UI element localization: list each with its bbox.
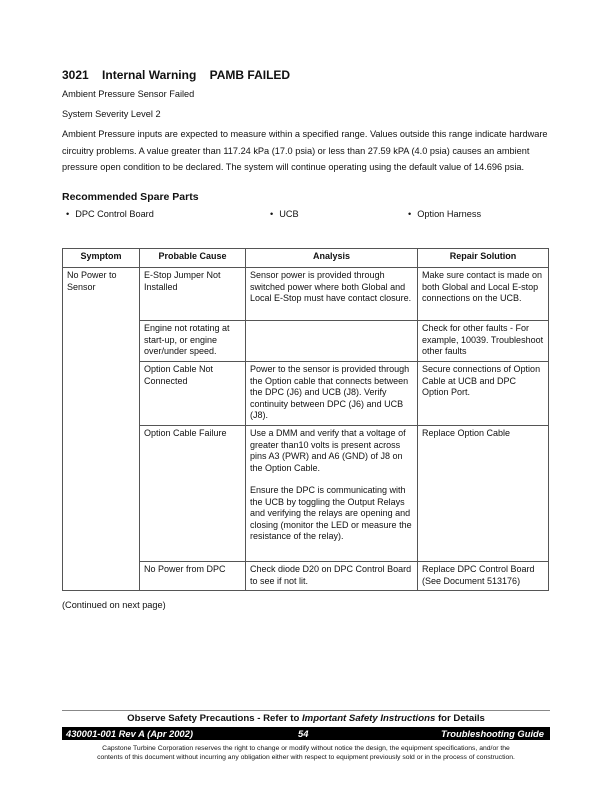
spare-part-item: • UCB: [270, 209, 299, 219]
cause-cell: Option Cable Not Connected: [140, 362, 246, 426]
table-row: [63, 562, 549, 591]
repair-cell: Check for other faults - For example, 10039. Troubleshoot other faults: [418, 321, 549, 362]
page-number: 54: [298, 728, 309, 739]
footer-bar: [62, 727, 550, 740]
symptom-cell: No Power to Sensor: [63, 268, 140, 321]
safety-link-text: Important Safety Instructions: [302, 713, 436, 724]
analysis-cell: [246, 321, 418, 362]
analysis-text: Use a DMM and verify that a voltage of greater than10 volts is present across pins A3 (PWR) and A6 (GND) of J8 on the Option Cable.: [250, 428, 406, 473]
analysis-cell: Sensor power is provided through switched power where both Global and Local E-Stop must have contact closure.: [246, 268, 418, 321]
safety-notice: Observe Safety Precautions - Refer to Important Safety Instructions for Details: [127, 713, 485, 724]
repair-cell: Replace DPC Control Board (See Document 513176): [418, 562, 549, 591]
spare-part-item: • Option Harness: [408, 209, 482, 219]
symptom-cell: [63, 562, 140, 591]
analysis-cell: Check diode D20 on DPC Control Board to see if not lit.: [246, 562, 418, 591]
repair-cell: Replace Option Cable: [418, 426, 549, 562]
severity-level: System Severity Level 2: [62, 109, 161, 119]
bullet-icon: •: [270, 209, 274, 219]
warning-code: 3021: [62, 68, 89, 82]
cause-cell: E-Stop Jumper Not Installed: [140, 268, 246, 321]
disclaimer: Capstone Turbine Corporation reserves the right to change or modify without notice the design, the equipment specifications, and/or the contents of this document without incurring any obligation either with respect to equipment previously sold or in the process of construction.: [97, 745, 515, 761]
document-id: 430001-001 Rev A (Apr 2002): [66, 728, 193, 739]
section-heading: [62, 68, 300, 82]
spare-parts-heading: Recommended Spare Parts: [62, 191, 199, 203]
table-row: [63, 268, 549, 321]
footer-divider: [62, 710, 550, 711]
cause-cell: Engine not rotating at start-up, or engine over/under speed.: [140, 321, 246, 362]
spare-part-item: • DPC Control Board: [66, 209, 154, 219]
continued-note: (Continued on next page): [62, 600, 166, 610]
warning-name: PAMB FAILED: [209, 68, 291, 82]
description-paragraph: Ambient Pressure inputs are expected to measure within a specified range. Values outside this range indicate hardware circuitry problems. A value greater than 117.24 kPa (17.0 psia) or less than 27.59 kPA (4.0 psia) causes an ambient pressure open condition to be declared. The system will continue operating using the default value of 14.696 psia.: [62, 129, 548, 172]
column-header-cause: Probable Cause: [140, 249, 246, 268]
table-header-row: [63, 249, 549, 268]
table-row: [63, 321, 549, 362]
cause-cell: Option Cable Failure: [140, 426, 246, 562]
cause-cell: No Power from DPC: [140, 562, 246, 591]
column-header-symptom: Symptom: [63, 249, 140, 268]
troubleshooting-table: [62, 248, 549, 591]
symptom-cell: [63, 426, 140, 562]
analysis-cell: Power to the sensor is provided through the Option cable that connects between the DPC (J6) and UCB (J8). Verify continuity between DPC (J6) and UCB (J8).: [246, 362, 418, 426]
repair-cell: Make sure contact is made on both Global and Local E-stop connections on the UCB.: [418, 268, 549, 321]
guide-title: Troubleshooting Guide: [441, 728, 544, 739]
column-header-repair: Repair Solution: [418, 249, 549, 268]
repair-cell: Secure connections of Option Cable at UCB and DPC Option Port.: [418, 362, 549, 426]
table-row: [63, 426, 549, 562]
column-header-analysis: Analysis: [246, 249, 418, 268]
warning-title: Internal Warning: [102, 68, 197, 82]
analysis-cell: [246, 426, 418, 562]
sensor-description: Ambient Pressure Sensor Failed: [62, 89, 195, 99]
analysis-text: Ensure the DPC is communicating with the UCB by toggling the Output Relays and verifying the relays are opening and closing (monitor the LED or measure the resistance of the relay).: [250, 485, 412, 541]
bullet-icon: •: [66, 209, 70, 219]
table-row: [63, 362, 549, 426]
symptom-cell: [63, 362, 140, 426]
bullet-icon: •: [408, 209, 412, 219]
symptom-cell: [63, 321, 140, 362]
